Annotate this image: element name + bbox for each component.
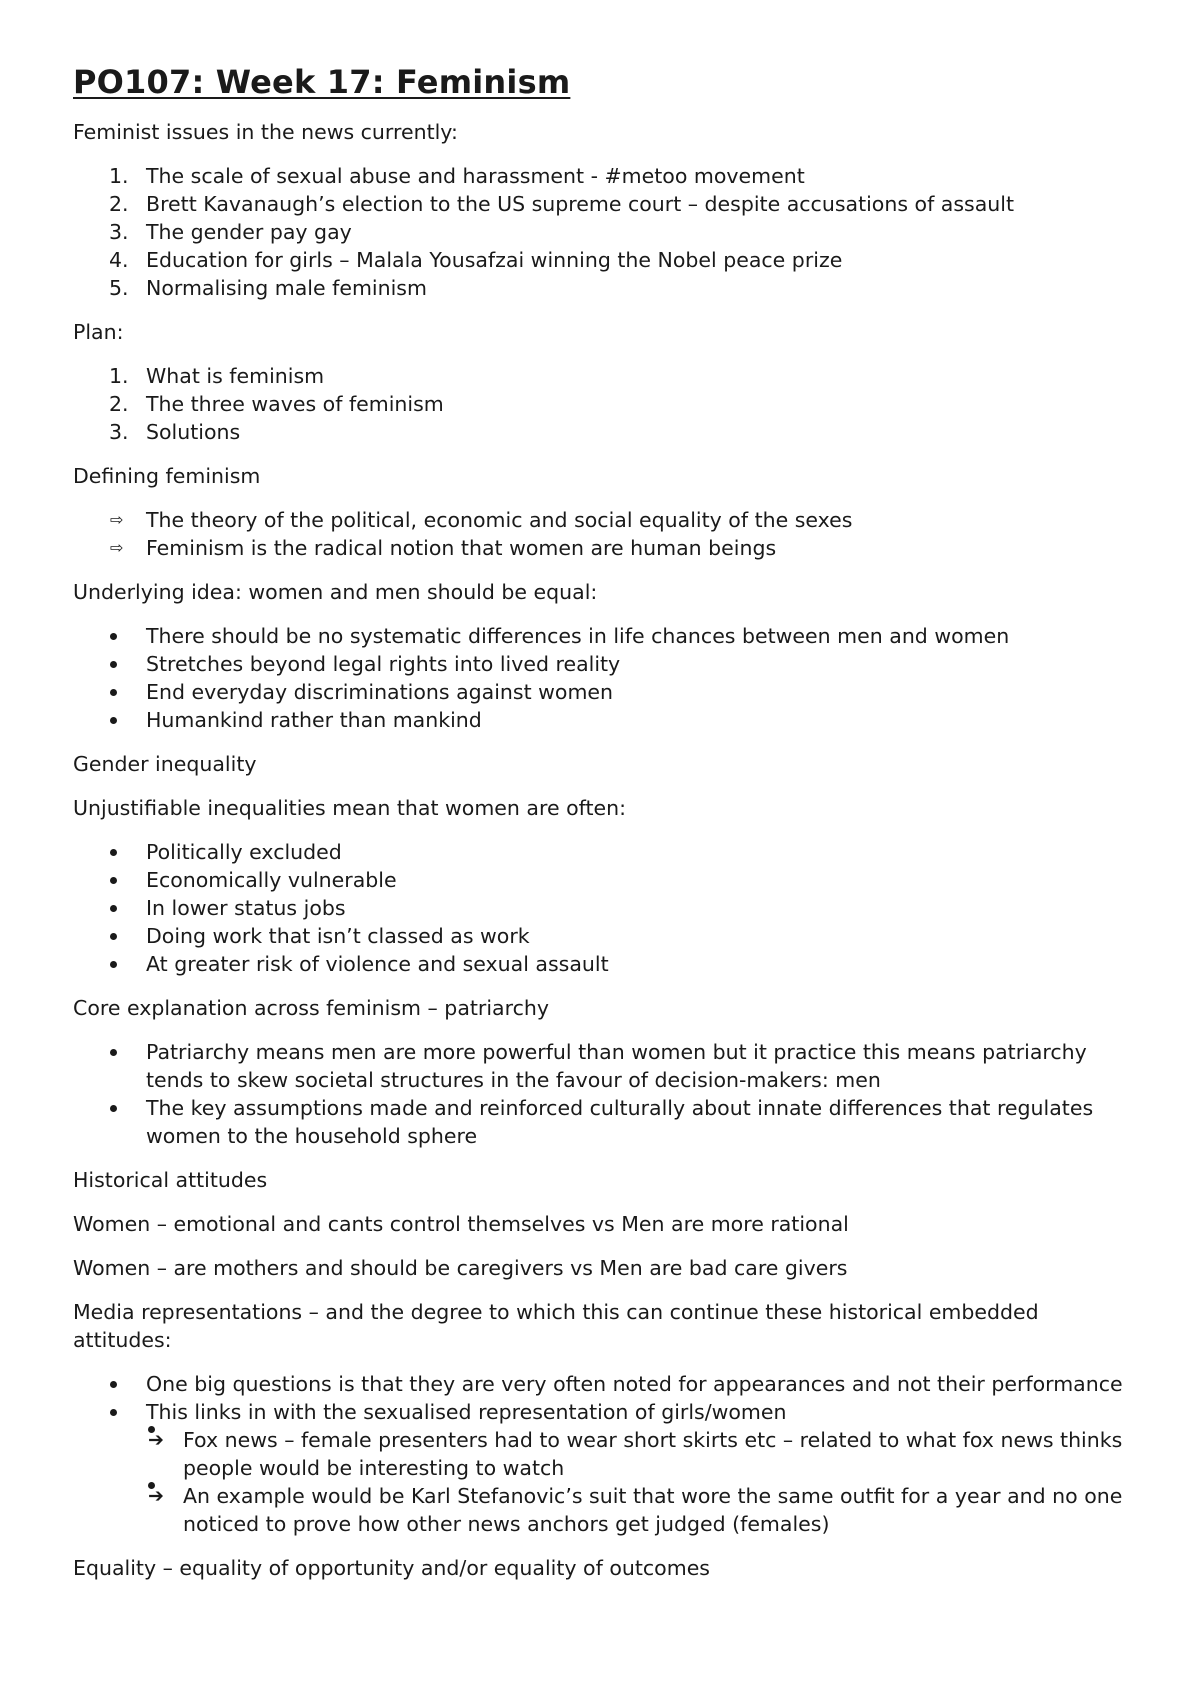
list-item xyxy=(73,506,1133,534)
list-item-text: Patriarchy means men are more powerful than women but it practice this means patriarchy tends to skew societal structures in the favour of decision-makers: men xyxy=(146,1040,1087,1092)
list-item-text: Education for girls – Malala Yousafzai winning the Nobel peace prize xyxy=(146,248,843,272)
plan-list xyxy=(73,362,1133,446)
list-item-text: Fox news – female presenters had to wear short skirts etc – related to what fox news thinks people would be interesting to watch xyxy=(183,1428,1123,1480)
list-item-text: Politically excluded xyxy=(146,840,342,864)
news-intro: Feminist issues in the news currently: xyxy=(73,120,458,144)
bullet-icon xyxy=(110,1409,117,1416)
underlying-heading: Underlying idea: women and men should be equal: xyxy=(73,580,598,604)
bullet-icon xyxy=(110,961,117,968)
list-item xyxy=(73,274,1133,302)
list-item xyxy=(73,1398,1133,1538)
list-item-text: The key assumptions made and reinforced culturally about innate differences that regulates women to the household sphere xyxy=(146,1096,1094,1148)
list-item xyxy=(73,1370,1133,1398)
bullet-icon xyxy=(110,1049,117,1056)
list-item-text: The scale of sexual abuse and harassment - #metoo movement xyxy=(146,164,805,188)
list-item xyxy=(73,678,1133,706)
list-item xyxy=(73,218,1133,246)
list-item xyxy=(73,1094,1133,1150)
list-item-text: End everyday discriminations against women xyxy=(146,680,614,704)
bullet-icon xyxy=(110,849,117,856)
list-number: 3. xyxy=(109,420,129,444)
list-item xyxy=(73,650,1133,678)
sub-list-item xyxy=(146,1426,1133,1482)
defining-heading: Defining feminism xyxy=(73,464,261,488)
list-number: 4. xyxy=(109,248,129,272)
bullet-icon xyxy=(110,1105,117,1112)
list-item-text: One big questions is that they are very often noted for appearances and not their performance xyxy=(146,1372,1123,1396)
bullet-icon xyxy=(110,877,117,884)
list-number: 2. xyxy=(109,192,129,216)
list-item-text: What is feminism xyxy=(146,364,325,388)
list-item-text: There should be no systematic differences in life chances between men and women xyxy=(146,624,1010,648)
gender-heading: Gender inequality xyxy=(73,752,257,776)
outline-arrow-icon: ⇨ xyxy=(110,538,124,557)
list-item xyxy=(73,418,1133,446)
unjustifiable-intro: Unjustifiable inequalities mean that women are often: xyxy=(73,796,627,820)
list-item-text: Normalising male feminism xyxy=(146,276,427,300)
list-item xyxy=(73,190,1133,218)
bullet-icon xyxy=(110,933,117,940)
list-item xyxy=(73,706,1133,734)
historical-heading: Historical attitudes xyxy=(73,1168,268,1192)
arrow-right-icon: ➔ xyxy=(148,1426,155,1433)
list-number: 2. xyxy=(109,392,129,416)
underlying-list xyxy=(73,622,1133,734)
historical-line: Women – are mothers and should be caregivers vs Men are bad care givers xyxy=(73,1256,848,1280)
historical-line: Women – emotional and cants control themselves vs Men are more rational xyxy=(73,1212,849,1236)
arrow-right-icon: ➔ xyxy=(148,1482,155,1489)
list-item-text: The gender pay gay xyxy=(146,220,352,244)
list-item xyxy=(73,362,1133,390)
bullet-icon xyxy=(110,633,117,640)
outline-arrow-icon: ⇨ xyxy=(110,510,124,529)
bullet-icon xyxy=(110,689,117,696)
list-item-text: Economically vulnerable xyxy=(146,868,397,892)
list-number: 1. xyxy=(109,164,129,188)
core-heading: Core explanation across feminism – patriarchy xyxy=(73,996,549,1020)
document-title: PO107: Week 17: Feminism xyxy=(73,63,571,101)
list-item xyxy=(73,622,1133,650)
list-item-text: In lower status jobs xyxy=(146,896,346,920)
list-item-text: The theory of the political, economic and social equality of the sexes xyxy=(146,508,853,532)
list-item xyxy=(73,162,1133,190)
core-list xyxy=(73,1038,1133,1150)
list-item xyxy=(73,534,1133,562)
list-item-text: Doing work that isn’t classed as work xyxy=(146,924,530,948)
list-item xyxy=(73,866,1133,894)
list-item xyxy=(73,950,1133,978)
list-item xyxy=(73,838,1133,866)
defining-list xyxy=(73,506,1133,562)
news-list xyxy=(73,162,1133,302)
bullet-icon xyxy=(110,717,117,724)
media-list xyxy=(73,1370,1133,1538)
sub-list-item xyxy=(146,1482,1133,1538)
list-item-text: Humankind rather than mankind xyxy=(146,708,482,732)
list-item-text: Solutions xyxy=(146,420,241,444)
list-item-text: Feminism is the radical notion that women are human beings xyxy=(146,536,777,560)
plan-label: Plan: xyxy=(73,320,124,344)
list-item xyxy=(73,894,1133,922)
document-page xyxy=(73,63,1133,1598)
list-item-text: Brett Kavanaugh’s election to the US supreme court – despite accusations of assault xyxy=(146,192,1015,216)
list-item-text: At greater risk of violence and sexual assault xyxy=(146,952,609,976)
list-number: 1. xyxy=(109,364,129,388)
list-item xyxy=(73,922,1133,950)
list-item-text: An example would be Karl Stefanovic’s suit that wore the same outfit for a year and no one noticed to prove how other news anchors get judged (females) xyxy=(183,1484,1123,1536)
bullet-icon xyxy=(110,661,117,668)
list-number: 5. xyxy=(109,276,129,300)
list-item-text: The three waves of feminism xyxy=(146,392,444,416)
list-item xyxy=(73,1038,1133,1094)
bullet-icon xyxy=(110,1381,117,1388)
list-item xyxy=(73,390,1133,418)
equality-line: Equality – equality of opportunity and/or equality of outcomes xyxy=(73,1556,710,1580)
list-item xyxy=(73,246,1133,274)
bullet-icon xyxy=(110,905,117,912)
list-item-text: This links in with the sexualised representation of girls/women xyxy=(146,1400,787,1424)
media-heading: Media representations – and the degree to which this can continue these historical embedded attitudes: xyxy=(73,1300,1039,1352)
list-number: 3. xyxy=(109,220,129,244)
list-item-text: Stretches beyond legal rights into lived reality xyxy=(146,652,621,676)
media-sub-list xyxy=(146,1426,1133,1538)
unjustifiable-list xyxy=(73,838,1133,978)
